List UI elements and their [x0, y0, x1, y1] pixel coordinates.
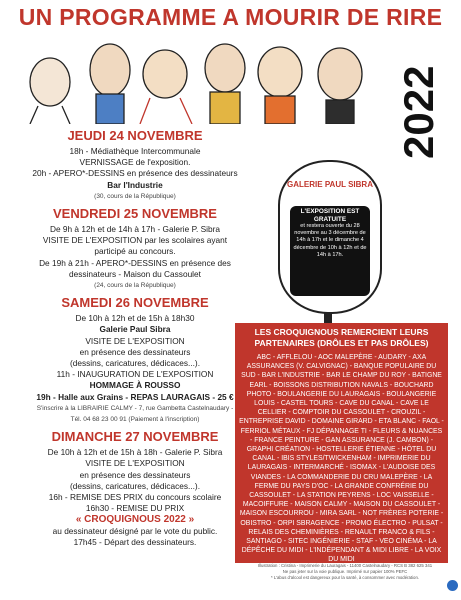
- schedule-line: De 9h à 12h et de 14h à 17h - Galerie P. Sibra: [49, 224, 221, 235]
- schedule-line: (30, cours de la République): [94, 192, 176, 200]
- schedule-line: en présence des dessinateurs: [79, 469, 191, 480]
- schedule-line: « CROQUIGNOUS 2022 »: [75, 514, 195, 526]
- schedule-line: participé au concours.: [94, 246, 176, 257]
- day-heading: JEUDI 24 NOVEMBRE: [67, 128, 203, 143]
- schedule-line: Tél. 04 68 23 00 91 (Paiement à l'inscription): [70, 416, 200, 424]
- partners-list: ABC - AFFLELOU - AOC MALEPÈRE - AUDARY - AXA ASSURANCES (V. CALVIGNAC) - BANQUE POPULAIRE DU SUD - BAR L'INDUSTRIE - BAR LE CHAMP DU ROY - BATIGNE EARL - BOISSONS DISTRIBUTION NAVALS - BOUCHARD PHOTO - BOULANGERIE DU LAURAGAIS - BOULANGERIE LOUIS - CASTEL TOURS - CAVE DU CANAL - CAVE LE CELLIER - COMPTOIR DU CASSOULET - CROUZIL - ENTREPRISE DAVID - DOMAINE GIRARD - ETA BLANC - FAOL - FERRIOL MÉTAUX - FJ DÉPANNAGE TI - FLEURS & NUANCES - FRANCE PEINTURE - GAN ASSURANCE (J. CAMBON) - GRAPHI CRÉATION - HOSTELLERIE ÉTIENNE - HÔTEL DU CANAL - IBIS STYLES/TWICKENHAM - IMPRIMERIE DU LAURAGAIS - INTERMARCHÉ - ISOMAX - L'AUDOISE DES VIANDES - LA COMMANDERIE DU CRU MALEPÈRE - LA FERME DU PAYS D'OC - LA GRANDE CONFRÉRIE DU CASSOULET - LA STATION PEYRENS - LOC VAISSELLE - MACOIFFURE - MAISON CALMY - MAISON DU CASSOULET - MAISON ESCOURROU - MIRA SARL - NOT FRÈRES POTERIE - OBISTRO - ORPI SBRAGENCE - PROMO ÉLECTRO - PULSAT - RELAIS DES CHEMINIÈRES - RENAULT FRANCO & FILS - SANTIAGO - SITEC INGÉNIERIE - STAF - VEO CINÉMA - LA DÉPÊCHE DU MIDI - L'INDÉPENDANT & MIDI LIBRE - LA VOIX DU MIDI: [239, 354, 444, 564]
- exhibition-hours: et restera ouverte du 28 novembre au 3 décembre de 14h à 17h et le dimanche 4 décembre de 10h à 12h et de 14h à 17h.: [293, 223, 367, 258]
- footer-line2: * L'abus d'alcool est dangereux pour la santé, à consommer avec modération.: [270, 575, 420, 580]
- schedule-line: VISITE DE L'EXPOSITION: [85, 335, 185, 346]
- day-heading: DIMANCHE 27 NOVEMBRE: [51, 429, 219, 445]
- page-title: UN PROGRAMME A MOURIR DE RIRE: [18, 4, 443, 30]
- schedule-line: (dessins, caricatures, dédicaces...).: [69, 480, 201, 491]
- schedule-line: S'inscrire à la LIBRAIRIE CALMY - 7, rue Gambetta Castelnaudary -: [36, 404, 234, 412]
- schedule-line: 19h - Halle aux Grains - REPAS LAURAGAIS - 25 €: [36, 391, 234, 402]
- schedule-line: De 10h à 12h et de 15h à 18h - Galerie P. Sibra: [47, 447, 223, 458]
- day-heading: SAMEDI 26 NOVEMBRE: [61, 295, 209, 311]
- year-label: 2022: [395, 65, 442, 159]
- schedule-line: 20h - APERO*-DESSINS en présence des dessinateurs: [32, 168, 238, 179]
- schedule-line: (dessins, caricatures, dédicaces...).: [69, 358, 201, 369]
- schedule-line: dessinateurs - Maison du Cassoulet: [69, 268, 201, 279]
- schedule: [10, 124, 260, 548]
- schedule-line: VERNISSAGE de l'exposition.: [79, 157, 191, 168]
- schedule-line: 18h - Médiathèque Intercommunale: [69, 146, 201, 156]
- schedule-line: au dessinateur désigné par le vote du public.: [52, 525, 218, 536]
- exhibition-info-box: [290, 206, 370, 296]
- schedule-line: Galerie Paul Sibra: [99, 324, 171, 335]
- schedule-line: 17h45 - Départ des dessinateurs.: [73, 536, 197, 547]
- footer: [240, 563, 450, 581]
- day-heading: VENDREDI 25 NOVEMBRE: [53, 206, 217, 222]
- schedule-line: De 10h à 12h et de 15h à 18h30: [75, 313, 195, 324]
- gallery-label: GALERIE PAUL SIBRA: [287, 180, 373, 189]
- partners-header: LES CROQUIGNOUS REMERCIENT LEURS PARTENAIRES (DRÔLES ET PAS DRÔLES): [254, 327, 429, 348]
- schedule-line: 16h - REMISE DES PRIX du concours scolaire: [48, 492, 222, 503]
- schedule-line: VISITE DE L'EXPOSITION par les scolaires ayant: [42, 235, 228, 246]
- pefc-logo-icon: [447, 580, 458, 591]
- schedule-line: Bar l'Industrie: [107, 179, 163, 190]
- schedule-line: VISITE DE L'EXPOSITION: [85, 458, 185, 469]
- microphone-illustration: [262, 152, 394, 330]
- partners-box: [235, 323, 448, 563]
- schedule-line: en présence des dessinateurs: [79, 346, 191, 357]
- schedule-line: De 19h à 21h - APERO*-DESSINS en présence des: [39, 257, 231, 268]
- schedule-line: 16h30 - REMISE DU PRIX: [85, 503, 185, 514]
- footer-line1: Ne pas jeter sur la voie publique. Imprimé sur papier 100% PEFC: [282, 569, 408, 574]
- schedule-line: (24, cours de la République): [94, 282, 176, 290]
- microphone-head: [278, 160, 382, 314]
- schedule-line: 11h - INAUGURATION DE L'EXPOSITION: [56, 369, 214, 380]
- cartoon-illustration: [10, 32, 390, 124]
- schedule-line: HOMMAGE À ROUSSO: [89, 380, 181, 391]
- footer-credit: Illustration : Cristina - Imprimerie du Lauragais - 11400 Castelnaudary - RCS B 382 625 341: [257, 563, 433, 568]
- exhibition-free-label: L'EXPOSITION EST GRATUITE: [300, 208, 360, 223]
